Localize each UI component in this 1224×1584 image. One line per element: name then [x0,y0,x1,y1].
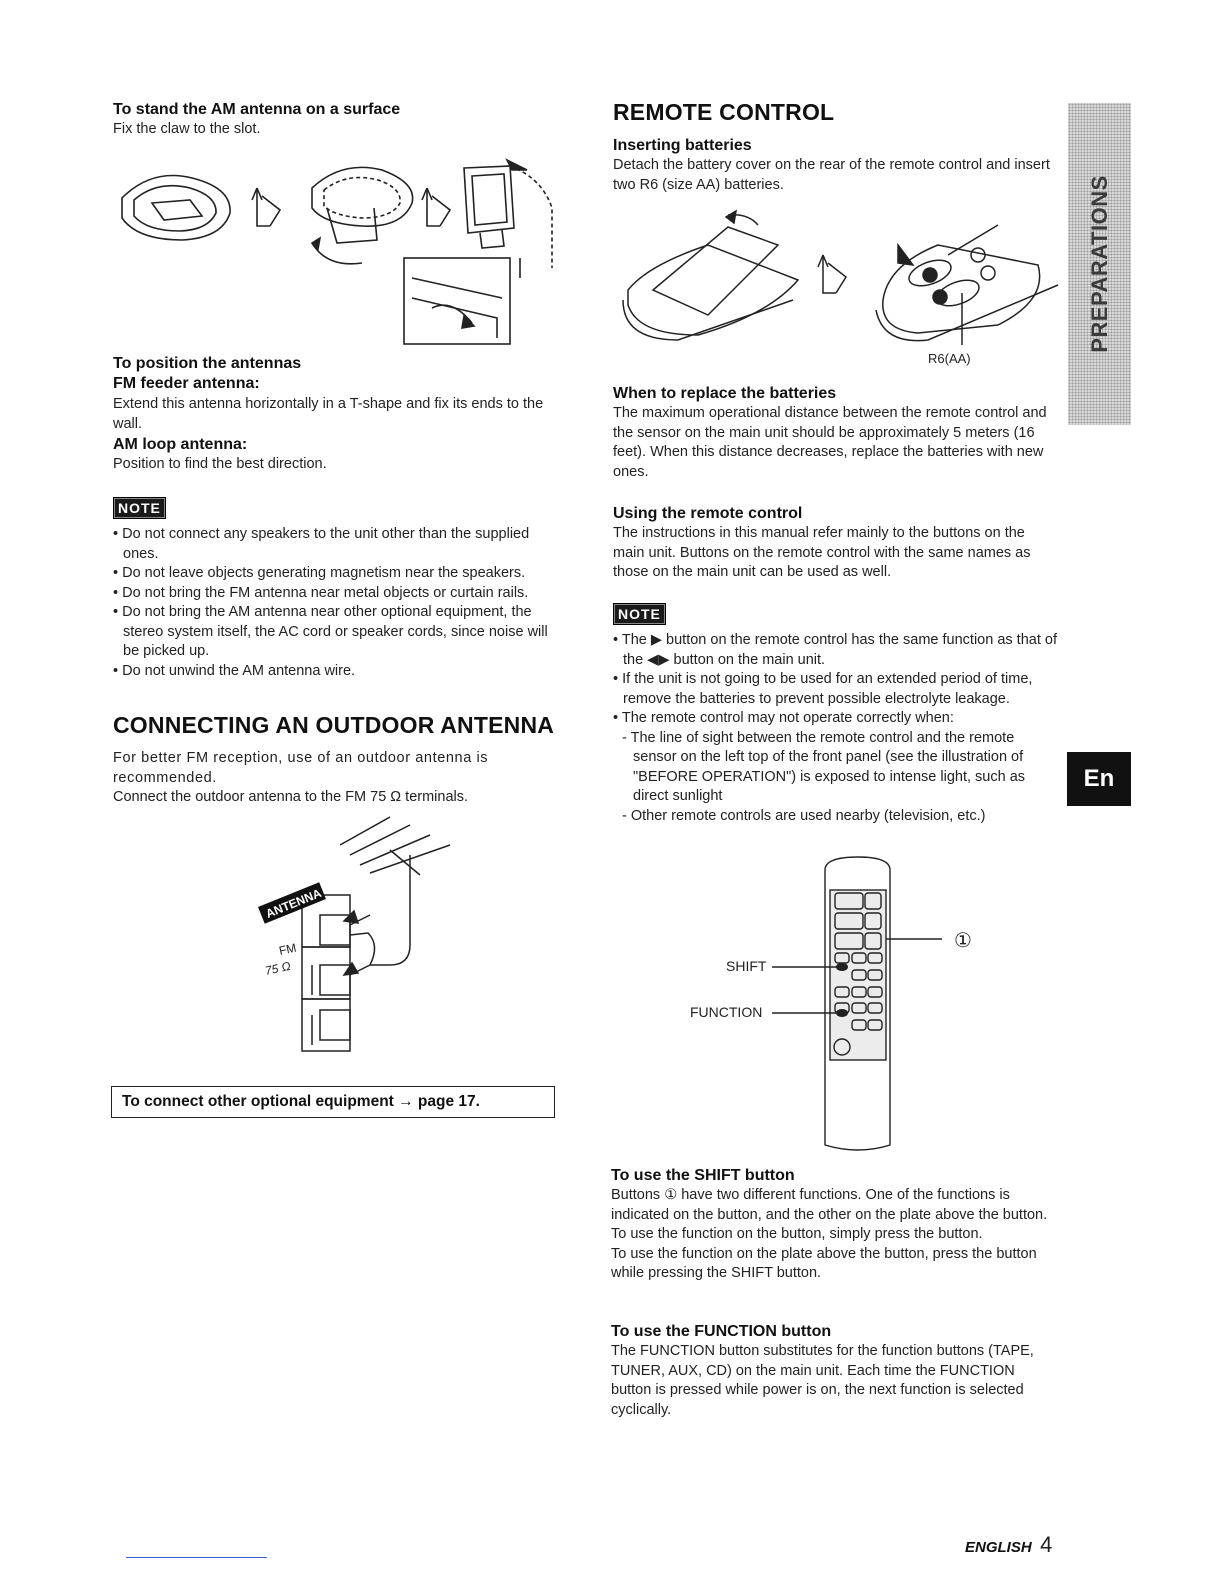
shift-button-heading: To use the SHIFT button [611,1167,795,1184]
shift-button-text: To use the function on the plate above the button, press the button while pressing the SHIFT button. [611,1245,1037,1281]
note-badge-left [113,497,166,519]
page-number: 4 [1040,1532,1053,1557]
shift-label: SHIFT [726,958,767,974]
language-tab: En [1067,752,1131,806]
note-item: • Do not bring the FM antenna near metal objects or curtain rails. [113,584,561,604]
inserting-batteries-heading: Inserting batteries [613,137,752,154]
replace-batteries-heading: When to replace the batteries [613,385,837,402]
preparations-tab [1068,103,1131,425]
callout-1: ① [954,928,972,952]
footer-language: ENGLISH [965,1539,1032,1556]
optional-equipment-link[interactable] [111,1086,555,1118]
note-item: • Do not leave objects generating magnetism near the speakers. [113,564,561,584]
fm-feeder-heading: FM feeder antenna: [113,375,260,392]
replace-batteries-section [613,384,1059,482]
battery-insertion-figure [618,205,1063,370]
page-footer [965,1532,1052,1558]
using-remote-text: The instructions in this manual refer mainly to the buttons on the main unit. Buttons on the remote control with the same names as those on the main unit can be used as well. [613,525,1031,580]
note-label: NOTE [613,603,666,625]
battery-size-label: R6(AA) [928,351,971,366]
am-loop-heading: AM loop antenna: [113,436,248,453]
outdoor-antenna-heading: CONNECTING AN OUTDOOR ANTENNA [113,712,555,738]
note-item: • Do not unwind the AM antenna wire. [113,662,561,682]
stand-am-section [113,100,563,140]
remote-control-figure [680,855,1000,1155]
note-subitem: - Other remote controls are used nearby (television, etc.) [622,807,1059,827]
note-item: • Do not connect any speakers to the unit other than the supplied ones. [113,525,561,564]
am-antenna-stand-figure [112,148,562,348]
function-button-text: The FUNCTION button substitutes for the function buttons (TAPE, TUNER, AUX, CD) on the main unit. Each time the FUNCTION button is pressed while power is on, the next function is selected cyclically. [611,1343,1034,1418]
function-button-heading: To use the FUNCTION button [611,1323,832,1340]
footer-rule [126,1557,267,1558]
note-item: • Do not bring the AM antenna near other optional equipment, the stereo system itself, the AC cord or speaker cords, since noise will be picked up. [113,603,561,662]
stand-am-text: Fix the claw to the slot. [113,121,261,137]
notes-list-right [613,631,1059,826]
remote-control-heading: REMOTE CONTROL [613,99,835,125]
notes-list-left [113,525,561,681]
note-item: • The remote control may not operate correctly when: [613,709,1059,729]
outdoor-antenna-section [113,712,563,808]
outdoor-antenna-text: For better FM reception, use of an outdoor antenna is recommended. [113,750,489,786]
position-antennas-heading: To position the antennas [113,355,302,372]
function-button-section [611,1322,1057,1420]
antenna-label: ANTENNA [263,885,324,921]
remote-control-section [613,99,1063,195]
note-badge-right [613,603,666,625]
optional-equipment-link-text: To connect other optional equipment → page 17. [122,1093,480,1110]
outdoor-antenna-figure [240,815,470,1075]
ohm-label: 75 Ω [263,958,292,978]
stand-am-heading: To stand the AM antenna on a surface [113,101,401,118]
fm-feeder-text: Extend this antenna horizontally in a T-shape and fix its ends to the wall. [113,396,544,432]
outdoor-antenna-terminals-text: Connect the outdoor antenna to the FM 75 Ω terminals. [113,789,469,805]
shift-button-text: Buttons ① have two different functions. One of the functions is indicated on the button, and the other on the plate above the button. [611,1187,1048,1223]
note-item: • The ▶ button on the remote control has the same function as that of the ◀▶ button on the main unit. [613,631,1059,670]
preparations-tab-label: PREPARATIONS [1086,175,1112,353]
using-remote-section [613,504,1059,583]
note-item: • If the unit is not going to be used for an extended period of time, remove the batteries to prevent possible electrolyte leakage. [613,670,1059,709]
am-loop-text: Position to find the best direction. [113,456,327,472]
shift-button-section [611,1166,1057,1284]
note-subitem: - The line of sight between the remote control and the remote sensor on the left top of the front panel (see the illustration of "BEFORE OPERATION") is exposed to intense light, such as direct sunlight [622,729,1059,807]
fm-label: FM [277,940,298,958]
function-label: FUNCTION [690,1004,763,1020]
shift-button-text: To use the function on the button, simply press the button. [611,1226,983,1242]
note-label: NOTE [113,497,166,519]
using-remote-heading: Using the remote control [613,505,803,522]
position-antennas-section [113,354,563,475]
inserting-batteries-text: Detach the battery cover on the rear of the remote control and insert two R6 (size AA) batteries. [613,157,1050,193]
replace-batteries-text: The maximum operational distance between the remote control and the sensor on the main unit should be approximately 5 meters (16 feet). When this distance decreases, replace the batteries with new ones. [613,405,1047,480]
